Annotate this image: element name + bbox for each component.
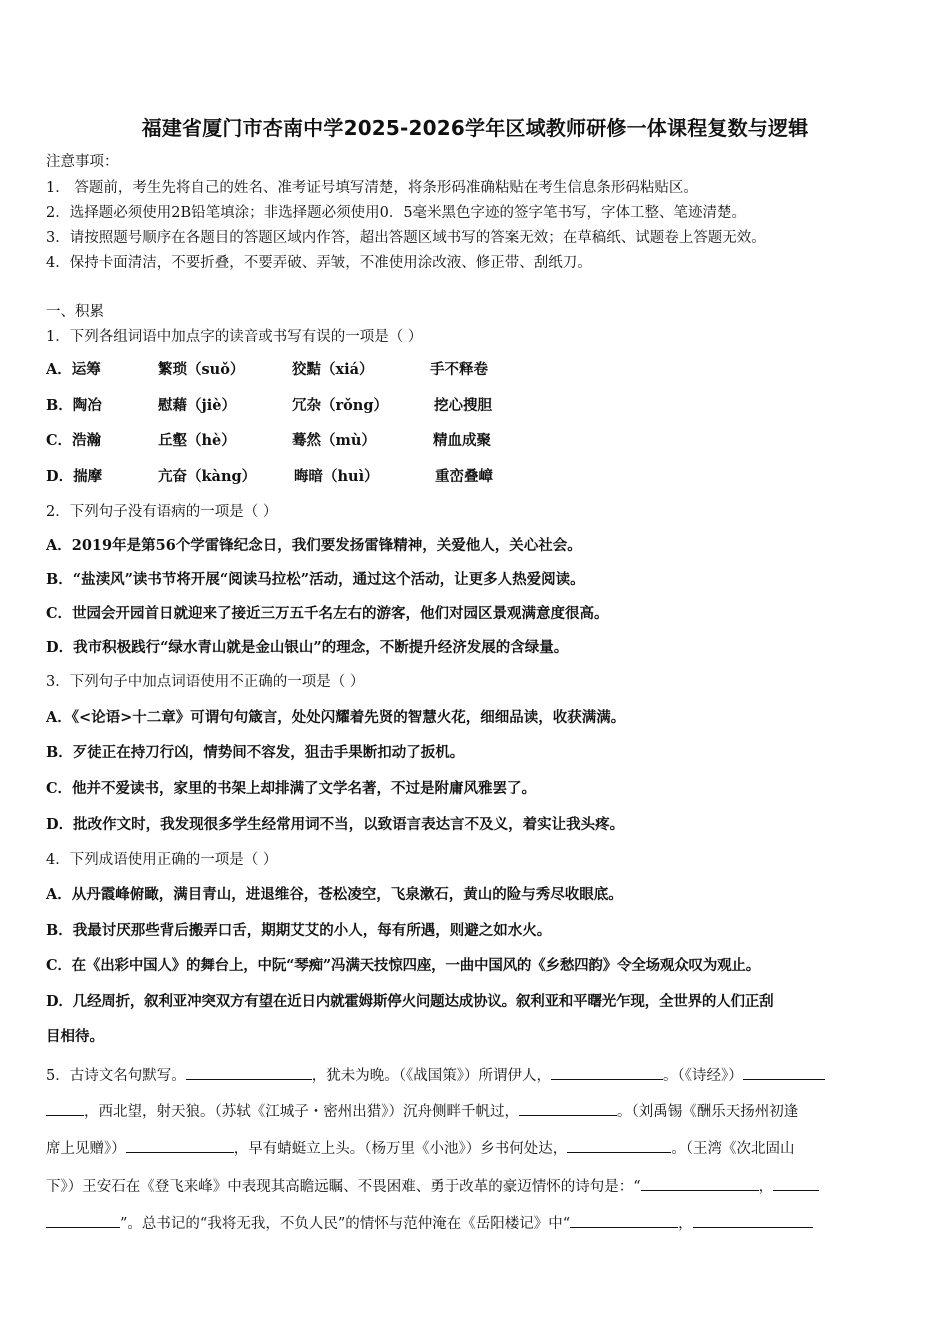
question-4-stem: 4．下列成语使用正确的一项是（ ） (46, 852, 278, 868)
notice-item: 4．保持卡面清洁，不要折叠，不要弄破、弄皱，不准使用涂改液、修正带、刮纸刀。 (46, 255, 592, 271)
answer-blank[interactable] (693, 1213, 813, 1228)
q2-option-b: B．“盐渎风”读书节将开展“阅读马拉松”活动，通过这个活动，让更多人热爱阅读。 (46, 571, 585, 588)
q5-text: 下》）王安石在《登飞来峰》中表现其高瞻远瞩、不畏困难、勇于改革的豪迈情怀的诗句是：“ (46, 1179, 641, 1195)
q2-option-d: D．我市积极践行“绿水青山就是金山银山”的理念，不断提升经济发展的含绿量。 (46, 639, 569, 656)
q5-text: 。（《诗经》） (662, 1068, 743, 1084)
answer-blank[interactable] (519, 1101, 617, 1116)
answer-blank[interactable] (641, 1176, 759, 1191)
q2-option-a: A．2019年是第56个学雷锋纪念日，我们要发扬雷锋精神，关爱他人，关心社会。 (46, 537, 582, 554)
q1-option-d-word-2: 亢奋（kàng） (158, 468, 257, 485)
q5-text: 。（刘禹锡《酬乐天扬州初逢 (617, 1104, 799, 1120)
q2-option-c: C．世园会开园首日就迎来了接近三万五千名左右的游客，他们对园区景观满意度很高。 (46, 605, 609, 622)
notice-item: 1． 答题前，考生先将自己的姓名、准考证号填写清楚，将条形码准确粘贴在考生信息条形码粘贴区。 (46, 180, 698, 196)
section-heading: 一、积累 (46, 304, 104, 320)
q1-option-c-word-1: C．浩瀚 (46, 432, 102, 449)
q5-text: ”。总书记的“我将无我，不负人民”的情怀与范仲淹在《岳阳楼记》中“ (120, 1216, 571, 1232)
q1-option-a-word-3: 狡黠（xiá） (292, 361, 374, 378)
q5-text: ，犹未为晚。（《战国策》）所谓伊人， (311, 1068, 551, 1084)
notice-heading: 注意事项： (46, 154, 119, 170)
q4-option-a: A．从丹霞峰俯瞰，满目青山，进退维谷，苍松凌空，飞泉漱石，黄山的险与秀尽收眼底。 (46, 886, 623, 903)
q1-option-d-word-3: 晦暗（huì） (294, 468, 379, 485)
question-2-stem: 2．下列句子没有语病的一项是（ ） (46, 504, 278, 520)
q1-option-c-word-3: 蓦然（mù） (292, 432, 376, 449)
q1-option-a-word-4: 手不释卷 (430, 361, 488, 378)
q5-text: 席上见赠》） (46, 1141, 126, 1157)
question-5-line-3 (46, 1138, 795, 1159)
notice-item: 2．选择题必须使用2B铅笔填涂；非选择题必须使用0．5毫米黑色字迹的签字笔书写，字体工整、笔迹清楚。 (46, 205, 747, 221)
answer-blank[interactable] (46, 1213, 120, 1228)
question-5-line-1 (46, 1065, 825, 1086)
q5-text: ， (758, 1179, 774, 1195)
question-5-line-4 (46, 1176, 819, 1197)
question-5-line-5 (46, 1213, 813, 1234)
answer-blank[interactable] (126, 1138, 234, 1153)
q1-option-d-word-1: D．揣摩 (46, 468, 103, 485)
q5-text: ，早有蜻蜓立上头。（杨万里《小池》）乡书何处达， (233, 1141, 568, 1157)
q4-option-d-continued: 目相待。 (46, 1028, 104, 1045)
q5-text: 5．古诗文名句默写。 (46, 1068, 186, 1084)
q3-option-a: A．《<论语>十二章》可谓句句箴言，处处闪耀着先贤的智慧火花，细细品读，收获满满。 (46, 709, 626, 726)
answer-blank[interactable] (186, 1065, 312, 1080)
answer-blank[interactable] (46, 1101, 84, 1116)
q1-option-b-word-1: B．陶冶 (46, 397, 102, 414)
q1-option-b-word-2: 慰藉（jiè） (158, 397, 236, 414)
q4-option-d: D．几经周折，叙利亚冲突双方有望在近日内就霍姆斯停火问题达成协议。叙利亚和平曙光乍现，全世界的人们正刮 (46, 993, 774, 1010)
q1-option-c-word-2: 丘壑（hè） (158, 432, 236, 449)
question-5-line-2 (46, 1101, 798, 1122)
q3-option-c: C．他并不爱读书，家里的书架上却排满了文学名著，不过是附庸风雅罢了。 (46, 780, 537, 797)
q3-option-d: D．批改作文时，我发现很多学生经常用词不当，以致语言表达言不及义，着实让我头疼。 (46, 816, 625, 833)
question-3-stem: 3．下列句子中加点词语使用不正确的一项是（ ） (46, 674, 365, 690)
answer-blank[interactable] (743, 1065, 825, 1080)
question-1-stem: 1．下列各组词语中加点字的读音或书写有误的一项是（ ） (46, 329, 423, 345)
q5-text: 。（王湾《次北固山 (671, 1141, 795, 1157)
answer-blank[interactable] (551, 1065, 663, 1080)
answer-blank[interactable] (773, 1176, 819, 1191)
q1-option-b-word-4: 挖心搜胆 (434, 397, 492, 414)
q5-text: ，西北望，射天狼。（苏轼《江城子・密州出猎》）沉舟侧畔千帆过， (84, 1104, 519, 1120)
page-title: 福建省厦门市杏南中学2025-2026学年区域教师研修一体课程复数与逻辑 (141, 116, 809, 140)
q5-text: ， (678, 1216, 693, 1232)
q1-option-b-word-3: 冗杂（rǒng） (292, 397, 388, 414)
q4-option-b: B．我最讨厌那些背后搬弄口舌，期期艾艾的小人，每有所遇，则避之如水火。 (46, 922, 552, 939)
q1-option-c-word-4: 精血成聚 (433, 432, 491, 449)
answer-blank[interactable] (567, 1138, 671, 1153)
q1-option-a-word-2: 繁琐（suǒ） (158, 361, 245, 378)
notice-item: 3．请按照题号顺序在各题目的答题区域内作答，超出答题区域书写的答案无效；在草稿纸、试题卷上答题无效。 (46, 230, 766, 246)
answer-blank[interactable] (570, 1213, 678, 1228)
q1-option-a-word-1: A．运筹 (46, 361, 101, 378)
q3-option-b: B．歹徒正在持刀行凶，情势间不容发，狙击手果断扣动了扳机。 (46, 744, 465, 761)
q1-option-d-word-4: 重峦叠嶂 (435, 468, 493, 485)
q4-option-c: C．在《出彩中国人》的舞台上，中阮“琴痴”冯满天技惊四座，一曲中国风的《乡愁四韵》令全场观众叹为观止。 (46, 957, 761, 974)
